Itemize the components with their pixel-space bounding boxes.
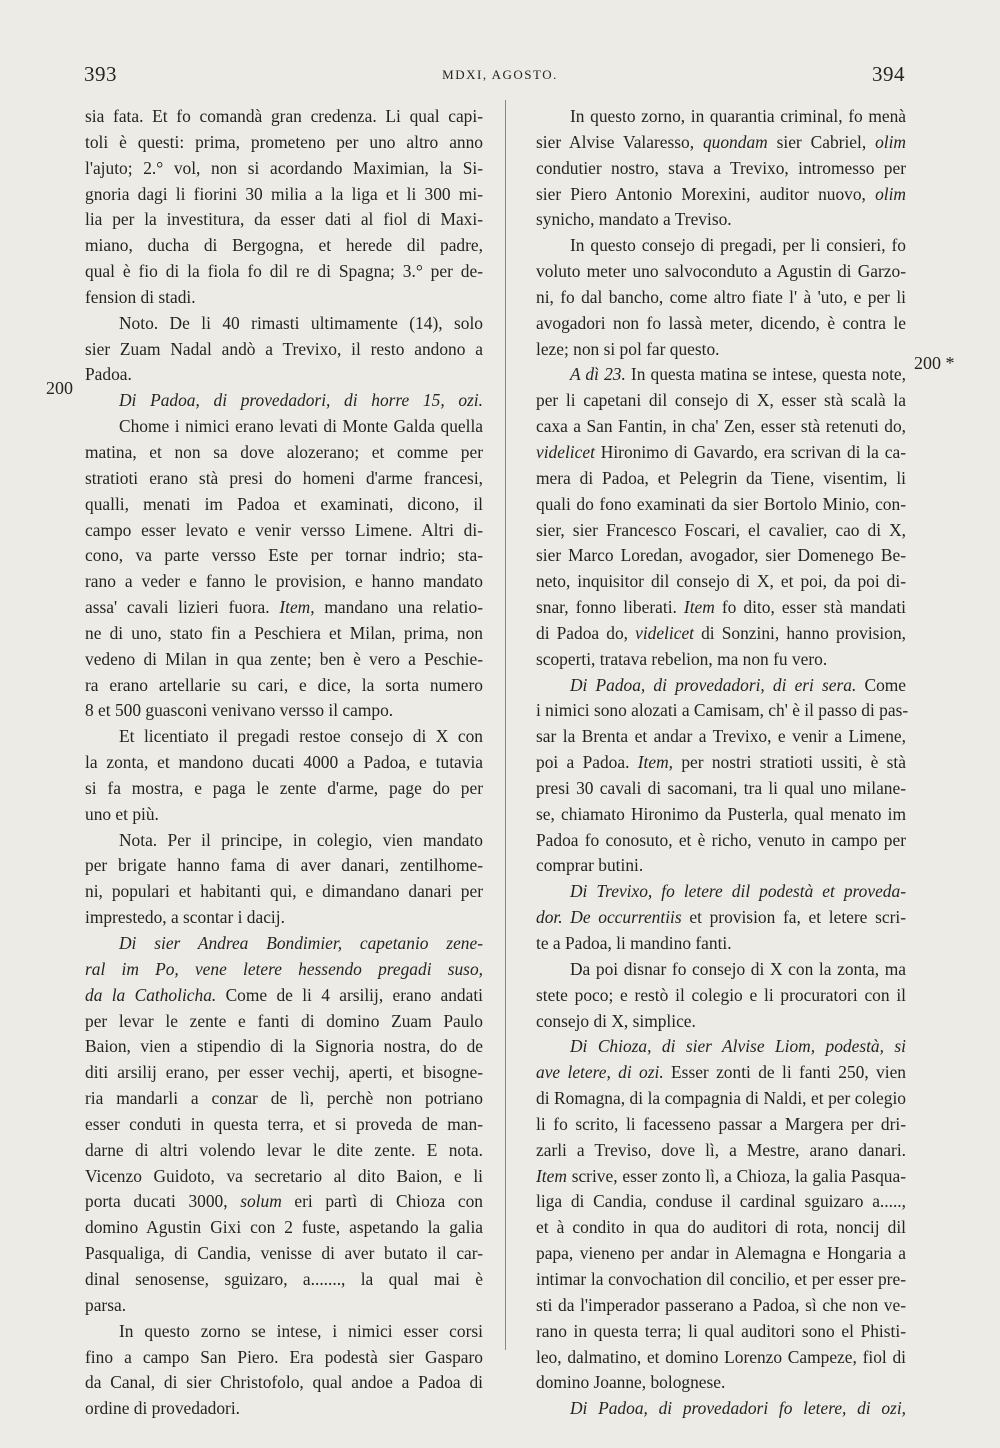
text-line: sier Zuam Nadal andò a Trevixo, il resto andono a	[85, 338, 483, 359]
text-line: quali do fono examinati da sier Bortolo Minio, con-	[536, 493, 906, 514]
text-line: uno et più.	[85, 803, 159, 824]
text-line: darne di altri volendo levar le dite zente. E nota.	[85, 1139, 483, 1160]
text-line: fino a campo San Piero. Era podestà sier Gasparo	[85, 1346, 483, 1367]
text-line: qual è fio di la fiola fo dil re di Spagna; 3.° per de-	[85, 261, 483, 282]
text-line: papa, vieneno per andar in Alemagna e Hongaria a	[536, 1243, 906, 1264]
text-line: ral im Po, vene letere hessendo pregadi suso,	[85, 958, 483, 979]
text-line: intimar la convochation dil concilio, et per esser pre-	[536, 1268, 906, 1289]
text-line: l'ajuto; 2.° vol, non si acordando Maximian, la Si-	[85, 157, 483, 178]
text-line: sti da l'imperador passerano a Padoa, sì che non ve-	[536, 1294, 906, 1315]
text-line: zarli a Treviso, dove lì, a Mestre, arano danari.	[536, 1139, 906, 1160]
text-line: da la Catholicha. Come de li 4 arsilij, erano andati	[85, 984, 483, 1005]
text-line: Padoa.	[85, 364, 132, 385]
text-line: stete poco; e restò il colegio e li procuratori con il	[536, 984, 906, 1005]
text-line: ni, populari et habitanti qui, e dimandano danari per	[85, 881, 483, 902]
text-line: da Canal, di sier Christofolo, qual andoe a Padoa di	[85, 1372, 483, 1393]
text-line: Da poi disnar fo consejo di X con la zonta, ma	[570, 958, 906, 979]
text-line: per levar le zente e fanti di domino Zuam Paulo	[85, 1010, 483, 1031]
text-line: mera di Padoa, et Pelegrin da Tiene, visentim, li	[536, 467, 906, 488]
text-line: neto, inquisitor dil consejo di X, et poi, da poi di-	[536, 571, 906, 592]
text-line: rano in questa terra; li qual auditori sono el Phisti-	[536, 1320, 906, 1341]
text-line: cono, va parte versso Este per tornar indrio; sta-	[85, 545, 483, 566]
text-line: Pasqualiga, di Candia, venisse di aver butato il car-	[85, 1243, 483, 1264]
text-line: In questo zorno, in quarantia criminal, fo menà	[570, 106, 906, 126]
text-line: Di Padoa, di provedadori, di eri sera. Come	[570, 674, 907, 695]
text-line: per li capetani dil consejo di X, esser stà scalà la	[536, 390, 906, 411]
text-line: In questo zorno se intese, i nimici esser corsi	[119, 1320, 483, 1341]
text-line: stratioti erano stà presi do homeni d'arme francesi,	[85, 467, 483, 488]
text-line: i nimici sono alozati a Camisam, ch' è il passo di pas-	[536, 700, 909, 721]
text-line: Di Trevixo, fo letere dil podestà et proveda-	[570, 881, 906, 902]
text-line: esser conduti in questa terra, et si proveda de man-	[85, 1113, 483, 1134]
text-line: sier Alvise Valaresso, quondam sier Cabriel, olim	[536, 131, 906, 152]
text-line: per brigate hanno fama di aver danari, zentilhome-	[85, 855, 483, 876]
text-line: leze; non si pol far questo.	[536, 338, 720, 359]
text-line: comprar butini.	[536, 855, 644, 876]
text-line: caxa a San Fantin, in cha' Zen, esser stà retenuti do,	[536, 416, 906, 437]
text-line: liga di Candia, conduse il cardinal sguizaro a.....,	[536, 1191, 906, 1212]
text-line: gnoria dagi li fiorini 30 milia a la liga et li 300 mi-	[85, 183, 483, 204]
text-line: Di Padoa, di provedadori, di horre 15, ozi.	[119, 390, 483, 411]
text-line: di Padoa do, videlicet di Sonzini, hanno provision,	[536, 622, 906, 643]
text-line: se, chiamato Hironimo da Pusterla, qual menato im	[536, 803, 906, 824]
text-line: sier, sier Francesco Foscari, el cavalier, cao di X,	[536, 519, 906, 540]
text-line: Et licentiato il pregadi restoe consejo di X con	[119, 726, 483, 747]
text-line: Di Padoa, di provedadori fo letere, di ozi,	[570, 1398, 906, 1419]
text-line: matina, et non sa dove alozerano; et comme per	[85, 441, 483, 462]
text-line: Di Chioza, di sier Alvise Liom, podestà, si	[570, 1036, 906, 1057]
text-line: vedeno di Milan in qua zente; ben è vero a Peschie-	[85, 648, 483, 669]
text-line: la zonta, et mandono ducati 4000 a Padoa, e tutavia	[85, 752, 483, 773]
text-line: Vicenzo Guidoto, va secretario al dito Baion, e li	[85, 1165, 483, 1186]
text-line: fension di stadi.	[85, 286, 196, 307]
text-line: te a Padoa, li mandino fanti.	[536, 933, 732, 953]
text-line: toli è questi: prima, prometeno per uno altro anno	[85, 131, 483, 152]
text-line: assa' cavali lizieri fuora. Item, mandano una relatio-	[85, 597, 484, 618]
text-line: sar la Brenta et andar a Trevixo, e venir a Limene,	[536, 726, 906, 747]
text-line: ra erano artellarie su cari, e dice, la sorta numero	[85, 674, 483, 695]
text-line: Noto. De li 40 rimasti ultimamente (14), solo	[119, 312, 483, 333]
margin-note-left: 200	[46, 378, 73, 398]
text-line: 8 et 500 guasconi venivano versso il campo.	[85, 700, 394, 721]
text-line: sia fata. Et fo comandà gran credenza. Li qual capi-	[85, 106, 483, 126]
text-line: ordine di provedadori.	[85, 1398, 241, 1419]
text-line: videlicet Hironimo di Gavardo, era scrivan di la ca-	[536, 441, 906, 462]
left-column	[85, 104, 483, 1422]
text-line: presi 30 cavali di sacomani, tra li qual uno milane-	[536, 777, 906, 798]
page-header	[0, 62, 1000, 92]
text-line: A dì 23. In questa matina se intese, questa note,	[570, 364, 906, 385]
text-line: ni, fo dal bancho, come altro fiate l' à 'uto, e per li	[536, 286, 906, 307]
text-line: rano a veder e fanno le provision, e hanno mandato	[85, 571, 483, 592]
text-line: In questo consejo di pregadi, per li consieri, fo	[570, 235, 906, 256]
page-number-right: 394	[872, 62, 905, 86]
text-line: dor. De occurrentiis et provision fa, et letere scri-	[536, 907, 906, 928]
text-line: ne di uno, stato fin a Peschiera et Milan, prima, non	[85, 622, 483, 643]
text-line: Chome i nimici erano levati di Monte Galda quella	[119, 416, 483, 437]
right-column	[536, 104, 909, 1422]
text-line: ria mandarli a conzar de lì, perchè non potriano	[85, 1088, 483, 1109]
text-line: domino Agustin Gixi con 2 fuste, aspetando la galia	[85, 1217, 483, 1238]
text-line: poi a Padoa. Item, per nostri stratioti ussiti, è stà	[536, 752, 906, 773]
text-line: avogadori non fo lassà meter, dicendo, è contra le	[536, 312, 906, 333]
text-line: miano, ducha di Bergogna, et herede dil padre,	[85, 235, 483, 256]
running-title: MDXI, AGOSTO.	[442, 67, 558, 82]
column-divider	[505, 100, 506, 1350]
text-line: qualli, menati im Padoa et examinati, dicono, il	[85, 493, 483, 514]
text-line: synicho, mandato a Treviso.	[536, 209, 732, 230]
text-line: dinal senosense, sguizaro, a......., la qual mai è	[85, 1268, 483, 1289]
text-line: leo, dalmatino, et domino Lorenzo Campeze, fiol di	[536, 1346, 906, 1367]
text-line: condutier nostro, stava a Trevixo, intromesso per	[536, 157, 906, 178]
text-line: sier Marco Loredan, avogador, sier Domenego Be-	[536, 545, 906, 566]
text-line: si fa mostra, e paga le zente d'arme, page do per	[85, 777, 483, 798]
text-line: lia per la investitura, da esser dati al fiol di Maxi-	[85, 209, 483, 230]
margin-note-right: 200 *	[914, 353, 955, 373]
text-line: snar, fonno liberati. Item fo dito, esser stà mandati	[536, 597, 907, 618]
text-line: campo esser levato e venir versso Limene. Altri di-	[85, 519, 483, 540]
text-line: Padoa fo conosuto, et è richo, venuto in campo per	[536, 829, 906, 850]
text-line: consejo di X, simplice.	[536, 1010, 696, 1031]
page-number-left: 393	[84, 62, 117, 86]
text-line: imprestedo, a scontar i dacij.	[85, 907, 285, 928]
text-line: Item scrive, esser zonto lì, a Chioza, la galia Pasqua-	[536, 1165, 906, 1186]
text-line: ave letere, di ozi. Esser zonti de li fanti 250, vien	[536, 1062, 906, 1083]
text-line: porta ducati 3000, solum eri partì di Chioza con	[85, 1191, 483, 1212]
text-line: di Romagna, di la compagnia di Naldi, et per colegio	[536, 1088, 906, 1109]
text-line: li fo scrito, li facesseno passar a Margera per dri-	[536, 1113, 906, 1134]
text-line: parsa.	[85, 1294, 127, 1315]
text-line: scoperti, tratava rebelion, ma non fu vero.	[536, 648, 828, 669]
text-line: Nota. Per il principe, in colegio, vien mandato	[119, 829, 483, 850]
text-line: Di sier Andrea Bondimier, capetanio zene-	[119, 933, 483, 953]
text-line: diti arsilij erano, per esser vechij, aperti, et bisogne-	[85, 1062, 483, 1083]
text-line: et à condito in qua do auditori di rota, noncij dil	[536, 1217, 906, 1238]
text-line: domino Joanne, bolognese.	[536, 1372, 726, 1393]
text-line: Baion, vien a stipendio di la Signoria nostra, do de	[85, 1036, 483, 1057]
text-line: voluto meter uno salvoconduto a Agustin di Garzo-	[536, 261, 906, 282]
text-line: sier Piero Antonio Morexini, auditor nuovo, olim	[536, 183, 906, 204]
